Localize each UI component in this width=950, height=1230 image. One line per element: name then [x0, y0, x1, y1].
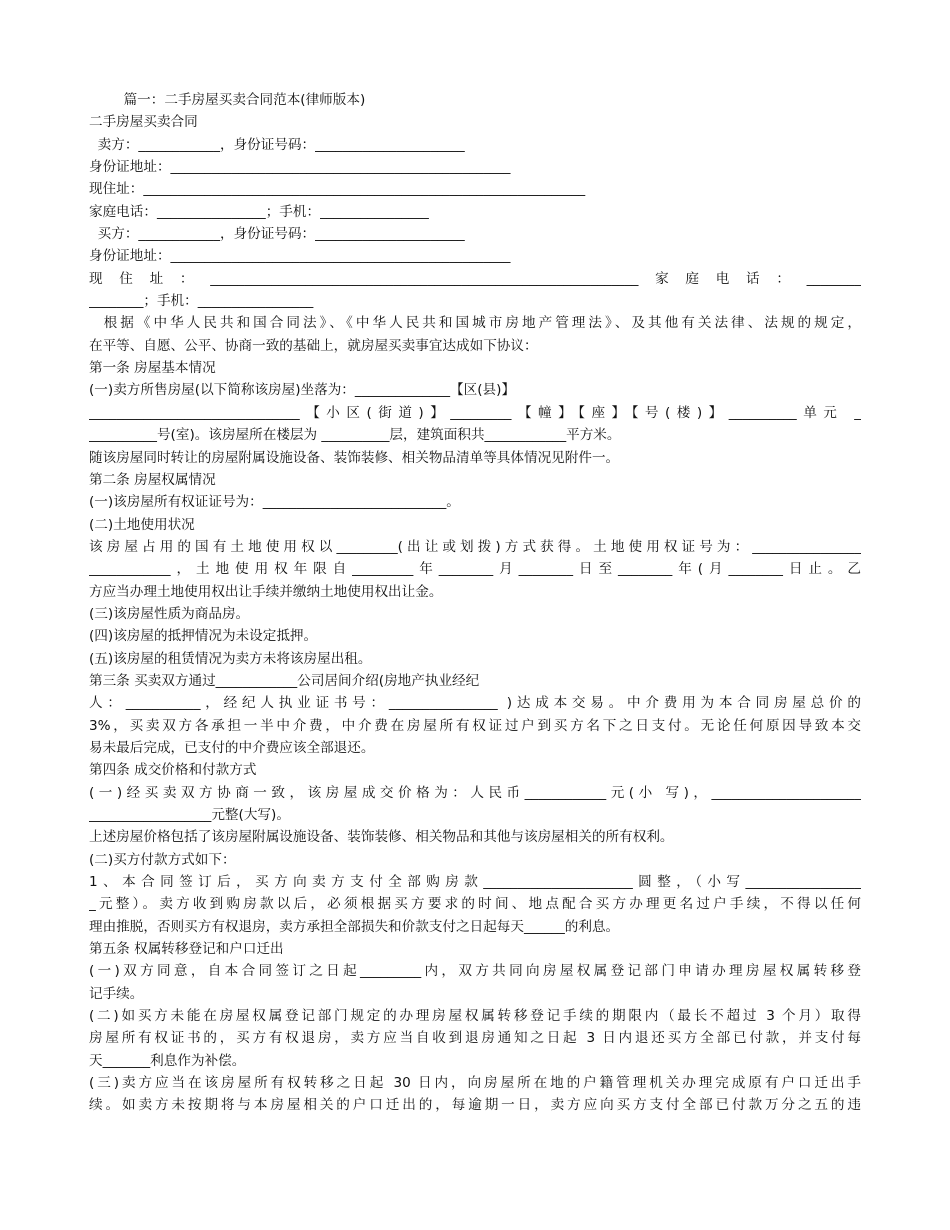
clause-line: 记手续。 — [89, 985, 144, 1002]
clause-line: (三)卖方应当在该房屋所有权转移之日起 30 日内，向房屋所在地的户籍管理机关办理完成原有户口迁出手 — [89, 1075, 861, 1092]
clause-line: (三)该房屋性质为商品房。 — [89, 605, 250, 622]
clause-line: (二)如买方未能在房屋权属登记部门规定的办理房屋权属转移登记手续的期限内（最长不超过 3 个月）取得 — [89, 1008, 861, 1025]
doc-title: 篇一：二手房屋买卖合同范本(律师版本) — [89, 92, 366, 108]
seller-phones: 家庭电话：________________；手机：________________ — [89, 203, 429, 220]
clause-line: 易未最后完成，已支付的中介费应该全部退还。 — [89, 739, 375, 756]
clause-line: 3%，买卖双方各承担一半中介费，中介费在房屋所有权证过户到买方名下之日支付。无论任何原因导致本交 — [89, 717, 861, 734]
seller-address: 现住址：_________________________________________________________________ — [89, 181, 586, 198]
clause-line: 随该房屋同时转让的房屋附属设施设备、装饰装修、相关物品清单等具体情况见附件一。 — [89, 449, 620, 466]
clause-line: __________号(室)。该房屋所在楼层为 __________层，建筑面积共____________平方米。 — [89, 427, 621, 444]
contract-document — [89, 89, 861, 1117]
article-heading: 第五条 权属转移登记和户口迁出 — [89, 941, 284, 958]
clause-line: (四)该房屋的抵押情况为未设定抵押。 — [89, 628, 318, 645]
seller-id-address: 身份证地址：__________________________________________________ — [89, 159, 511, 176]
article-heading: 第一条 房屋基本情况 — [89, 360, 216, 377]
contract-name: 二手房屋买卖合同 — [89, 114, 198, 131]
preamble-line: 在平等、自愿、公平、协商一致的基础上，就房屋买卖事宜达成如下协议： — [89, 337, 538, 354]
clause-line: _______________________________【小区(街道)】_________【幢】【座】【号(楼)】__________单元 _ — [89, 404, 861, 421]
clause-line: 上述房屋价格包括了该房屋附属设施设备、装饰装修、相关物品和其他与该房屋相关的所有权利。 — [89, 829, 674, 846]
clause-line: 方应当办理土地使用权出让手续并缴纳土地使用权出让金。 — [89, 583, 443, 600]
clause-line: 人：___________，经纪人执业证书号：________________ )达成本交易。中介费用为本合同房屋总价的 — [89, 695, 861, 712]
article-heading: 第四条 成交价格和付款方式 — [89, 762, 257, 779]
buyer-phones: ________；手机：_________________ — [89, 293, 314, 310]
clause-line: (五)该房屋的租赁情况为卖方未将该房屋出租。 — [89, 650, 372, 667]
clause-line: 房屋所有权证书的，买方有权退房，卖方应当自收到退房通知之日起 3 日内退还买方全部已付款，并支付每 — [89, 1030, 861, 1047]
clause-line: _元整）。卖方收到购房款以后，必须根据买方要求的时间、地点配合买方办理更名过户手续，不得以任何 — [89, 896, 861, 913]
clause-line: 续。如卖方未按期将与本房屋相关的户口迁出的，每逾期一日，卖方应向买方支付全部已付款万分之五的违 — [89, 1097, 861, 1114]
clause-line: 理由推脱，否则买方有权退房，卖方承担全部损失和价款支付之日起每天______的利息。 — [89, 918, 620, 935]
clause-line: (二)土地使用状况 — [89, 516, 195, 533]
clause-line: ____________，土地使用权年限自_________年________月________日至________年(月________日止。乙 — [89, 561, 861, 578]
clause-line: (一)该房屋所有权证证号为：___________________________。 — [89, 494, 460, 511]
article-heading: 第三条 买卖双方通过____________公司居间介绍(房地产执业经纪 — [89, 672, 480, 689]
article-heading: 第二条 房屋权属情况 — [89, 471, 216, 488]
clause-line: 1、本合同签订后，买方向卖方支付全部购房款______________________圆整，（小写_________________ — [89, 874, 861, 891]
clause-line: (一)经买卖双方协商一致，该房屋成交价格为：人民币____________元(小 写)，______________________ — [89, 784, 861, 801]
clause-line: 天_______利息作为补偿。 — [89, 1052, 246, 1069]
clause-line: (一)双方同意，自本合同签订之日起_________内，双方共同向房屋权属登记部门申请办理房屋权属转移登 — [89, 963, 861, 980]
buyer-address: 现住址：_______________________________________________________________家庭电话：________ — [89, 270, 861, 287]
buyer-name-id: 买方：____________，身份证号码：______________________ — [89, 226, 465, 243]
clause-line: (二)买方付款方式如下： — [89, 851, 236, 868]
clause-line: (一)卖方所售房屋(以下简称该房屋)坐落为：______________【区(县)】 — [89, 382, 516, 399]
buyer-id-address: 身份证地址：__________________________________________________ — [89, 248, 511, 265]
clause-line: __________________元整(大写)。 — [89, 807, 290, 823]
clause-line: 该房屋占用的国有土地使用权以_________(出让或划拨)方式获得。土地使用权证号为：________________ — [89, 538, 861, 555]
preamble-line: 根据《中华人民共和国合同法》、《中华人民共和国城市房地产管理法》、及其他有关法律、法规的规定， — [89, 315, 861, 332]
seller-name-id: 卖方：____________，身份证号码：______________________ — [89, 136, 465, 153]
